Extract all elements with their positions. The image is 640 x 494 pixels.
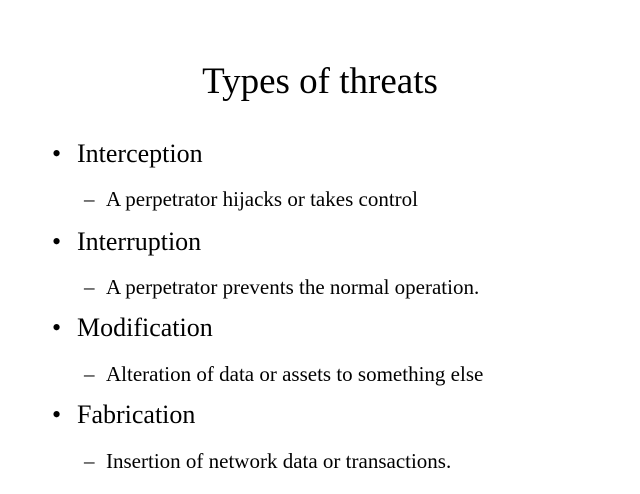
sub-item-modification: [84, 361, 483, 387]
slide-title: Types of threats: [202, 61, 438, 102]
bullet-label: Interception: [77, 139, 203, 168]
dash-icon: –: [84, 362, 95, 386]
bullet-icon: •: [52, 313, 62, 342]
sub-item-interruption: [84, 274, 479, 300]
dash-icon: –: [84, 275, 95, 299]
sub-item-fabrication: [84, 448, 451, 474]
sub-item-interception: [84, 186, 418, 212]
bullet-label: Fabrication: [77, 400, 196, 429]
bullet-icon: •: [52, 400, 62, 429]
sub-item-text: A perpetrator hijacks or takes control: [106, 187, 418, 211]
dash-icon: –: [84, 449, 95, 473]
bullet-item-modification: [52, 313, 213, 343]
sub-item-text: A perpetrator prevents the normal operation.: [106, 275, 480, 299]
dash-icon: –: [84, 187, 95, 211]
bullet-icon: •: [52, 227, 62, 256]
bullet-label: Interruption: [77, 227, 202, 256]
bullet-label: Modification: [77, 313, 213, 342]
sub-item-text: Insertion of network data or transactions.: [106, 449, 452, 473]
bullet-item-fabrication: [52, 400, 195, 430]
bullet-item-interruption: [52, 227, 201, 257]
bullet-icon: •: [52, 139, 62, 168]
sub-item-text: Alteration of data or assets to something else: [106, 362, 484, 386]
bullet-item-interception: [52, 139, 203, 169]
